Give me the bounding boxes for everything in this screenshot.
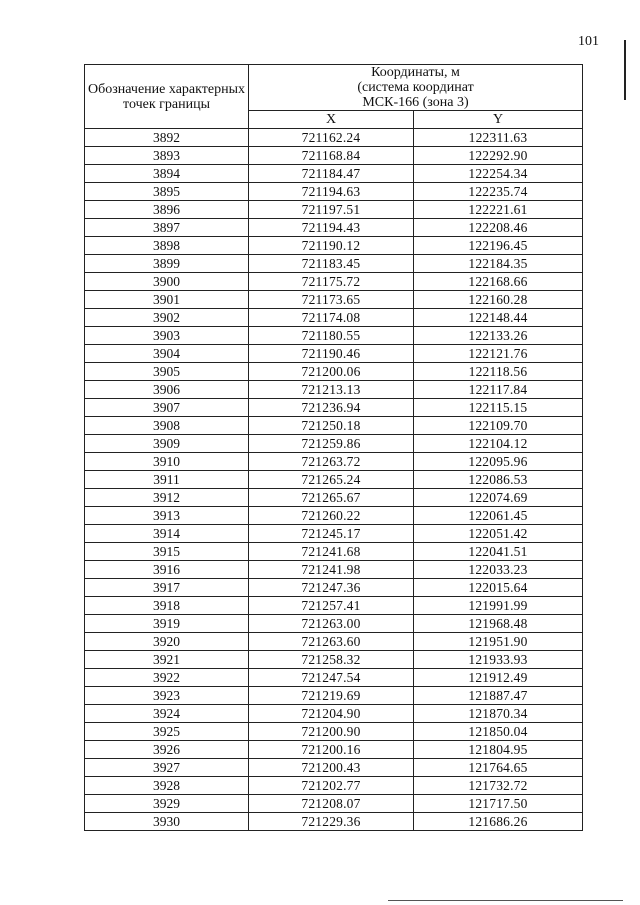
- cell-point: 3910: [85, 453, 249, 471]
- bottom-rule: [388, 900, 623, 901]
- coordinates-table: [84, 64, 583, 831]
- table-row: [85, 471, 583, 489]
- cell-x: 721219.69: [249, 687, 414, 705]
- table-row: [85, 165, 583, 183]
- cell-x: 721183.45: [249, 255, 414, 273]
- cell-x: 721194.63: [249, 183, 414, 201]
- cell-x: 721208.07: [249, 795, 414, 813]
- cell-point: 3897: [85, 219, 249, 237]
- cell-x: 721200.16: [249, 741, 414, 759]
- table-row: [85, 237, 583, 255]
- table-row: [85, 705, 583, 723]
- cell-y: 121870.34: [414, 705, 583, 723]
- table-row: [85, 381, 583, 399]
- cell-y: 122196.45: [414, 237, 583, 255]
- cell-point: 3927: [85, 759, 249, 777]
- cell-point: 3921: [85, 651, 249, 669]
- x-column-header: X: [249, 111, 414, 129]
- cell-point: 3898: [85, 237, 249, 255]
- cell-point: 3901: [85, 291, 249, 309]
- point-label-header: Обозначение характерных точек границы: [85, 65, 249, 129]
- cell-x: 721168.84: [249, 147, 414, 165]
- cell-point: 3896: [85, 201, 249, 219]
- cell-x: 721190.46: [249, 345, 414, 363]
- cell-y: 122051.42: [414, 525, 583, 543]
- coords-header: [249, 65, 583, 111]
- cell-point: 3911: [85, 471, 249, 489]
- cell-y: 121804.95: [414, 741, 583, 759]
- table-row: [85, 183, 583, 201]
- table-row: [85, 345, 583, 363]
- cell-point: 3908: [85, 417, 249, 435]
- cell-point: 3919: [85, 615, 249, 633]
- coords-header-line3: МСК-166 (зона 3): [362, 95, 469, 110]
- table-row: [85, 309, 583, 327]
- cell-x: 721194.43: [249, 219, 414, 237]
- table-row: [85, 147, 583, 165]
- cell-x: 721263.72: [249, 453, 414, 471]
- cell-y: 122208.46: [414, 219, 583, 237]
- cell-y: 122168.66: [414, 273, 583, 291]
- page-number: 101: [578, 34, 599, 49]
- cell-y: 122074.69: [414, 489, 583, 507]
- cell-y: 122015.64: [414, 579, 583, 597]
- cell-y: 122311.63: [414, 129, 583, 147]
- cell-point: 3914: [85, 525, 249, 543]
- cell-x: 721263.60: [249, 633, 414, 651]
- cell-point: 3925: [85, 723, 249, 741]
- cell-x: 721229.36: [249, 813, 414, 831]
- cell-x: 721245.17: [249, 525, 414, 543]
- table-row: [85, 273, 583, 291]
- cell-y: 121732.72: [414, 777, 583, 795]
- table-body: [85, 129, 583, 831]
- table-row: [85, 435, 583, 453]
- table-row: [85, 129, 583, 147]
- table-row: [85, 741, 583, 759]
- y-column-header: Y: [414, 111, 583, 129]
- cell-y: 122061.45: [414, 507, 583, 525]
- cell-y: 121968.48: [414, 615, 583, 633]
- cell-x: 721200.90: [249, 723, 414, 741]
- cell-point: 3917: [85, 579, 249, 597]
- cell-x: 721247.36: [249, 579, 414, 597]
- cell-y: 121887.47: [414, 687, 583, 705]
- cell-y: 122041.51: [414, 543, 583, 561]
- cell-x: 721162.24: [249, 129, 414, 147]
- cell-point: 3902: [85, 309, 249, 327]
- cell-y: 122117.84: [414, 381, 583, 399]
- cell-y: 122118.56: [414, 363, 583, 381]
- cell-x: 721250.18: [249, 417, 414, 435]
- cell-y: 121850.04: [414, 723, 583, 741]
- cell-y: 122095.96: [414, 453, 583, 471]
- cell-point: 3913: [85, 507, 249, 525]
- table-row: [85, 723, 583, 741]
- cell-x: 721174.08: [249, 309, 414, 327]
- cell-point: 3899: [85, 255, 249, 273]
- cell-point: 3928: [85, 777, 249, 795]
- cell-y: 121933.93: [414, 651, 583, 669]
- cell-point: 3895: [85, 183, 249, 201]
- table-row: [85, 399, 583, 417]
- cell-point: 3924: [85, 705, 249, 723]
- table-row: [85, 417, 583, 435]
- cell-y: 121686.26: [414, 813, 583, 831]
- cell-x: 721257.41: [249, 597, 414, 615]
- cell-y: 122115.15: [414, 399, 583, 417]
- cell-y: 121764.65: [414, 759, 583, 777]
- cell-y: 122292.90: [414, 147, 583, 165]
- cell-y: 122254.34: [414, 165, 583, 183]
- cell-x: 721241.68: [249, 543, 414, 561]
- cell-y: 122033.23: [414, 561, 583, 579]
- table-row: [85, 543, 583, 561]
- cell-point: 3907: [85, 399, 249, 417]
- cell-y: 122086.53: [414, 471, 583, 489]
- table-row: [85, 561, 583, 579]
- cell-point: 3903: [85, 327, 249, 345]
- cell-point: 3904: [85, 345, 249, 363]
- cell-point: 3918: [85, 597, 249, 615]
- cell-x: 721190.12: [249, 237, 414, 255]
- table-row: [85, 201, 583, 219]
- table-row: [85, 813, 583, 831]
- cell-x: 721247.54: [249, 669, 414, 687]
- table-row: [85, 489, 583, 507]
- cell-x: 721265.24: [249, 471, 414, 489]
- cell-point: 3926: [85, 741, 249, 759]
- page-edge-line: [624, 40, 626, 100]
- cell-point: 3916: [85, 561, 249, 579]
- table-row: [85, 687, 583, 705]
- cell-x: 721259.86: [249, 435, 414, 453]
- cell-point: 3900: [85, 273, 249, 291]
- cell-point: 3893: [85, 147, 249, 165]
- cell-point: 3894: [85, 165, 249, 183]
- cell-x: 721263.00: [249, 615, 414, 633]
- cell-y: 122184.35: [414, 255, 583, 273]
- cell-x: 721260.22: [249, 507, 414, 525]
- table-row: [85, 219, 583, 237]
- cell-point: 3892: [85, 129, 249, 147]
- cell-x: 721265.67: [249, 489, 414, 507]
- table-row: [85, 525, 583, 543]
- cell-point: 3923: [85, 687, 249, 705]
- cell-x: 721197.51: [249, 201, 414, 219]
- cell-point: 3912: [85, 489, 249, 507]
- cell-x: 721202.77: [249, 777, 414, 795]
- table-row: [85, 507, 583, 525]
- cell-point: 3909: [85, 435, 249, 453]
- cell-y: 122133.26: [414, 327, 583, 345]
- table-row: [85, 777, 583, 795]
- cell-y: 122104.12: [414, 435, 583, 453]
- cell-x: 721200.43: [249, 759, 414, 777]
- cell-point: 3906: [85, 381, 249, 399]
- table-row: [85, 615, 583, 633]
- cell-x: 721241.98: [249, 561, 414, 579]
- cell-x: 721213.13: [249, 381, 414, 399]
- cell-y: 122148.44: [414, 309, 583, 327]
- table-row: [85, 633, 583, 651]
- cell-y: 122160.28: [414, 291, 583, 309]
- cell-x: 721175.72: [249, 273, 414, 291]
- cell-x: 721173.65: [249, 291, 414, 309]
- cell-x: 721184.47: [249, 165, 414, 183]
- table-row: [85, 453, 583, 471]
- cell-y: 121951.90: [414, 633, 583, 651]
- cell-point: 3922: [85, 669, 249, 687]
- table-row: [85, 579, 583, 597]
- table-row: [85, 669, 583, 687]
- table-row: [85, 651, 583, 669]
- table-row: [85, 327, 583, 345]
- cell-x: 721258.32: [249, 651, 414, 669]
- coords-header-line2: (система координат: [357, 80, 474, 95]
- cell-point: 3930: [85, 813, 249, 831]
- cell-y: 121717.50: [414, 795, 583, 813]
- cell-y: 121991.99: [414, 597, 583, 615]
- cell-y: 121912.49: [414, 669, 583, 687]
- cell-y: 122235.74: [414, 183, 583, 201]
- cell-y: 122109.70: [414, 417, 583, 435]
- table-row: [85, 759, 583, 777]
- cell-point: 3920: [85, 633, 249, 651]
- cell-x: 721204.90: [249, 705, 414, 723]
- cell-point: 3905: [85, 363, 249, 381]
- cell-y: 122221.61: [414, 201, 583, 219]
- table-row: [85, 363, 583, 381]
- cell-point: 3929: [85, 795, 249, 813]
- cell-y: 122121.76: [414, 345, 583, 363]
- table-row: [85, 255, 583, 273]
- cell-x: 721236.94: [249, 399, 414, 417]
- cell-x: 721200.06: [249, 363, 414, 381]
- cell-x: 721180.55: [249, 327, 414, 345]
- table-row: [85, 597, 583, 615]
- table-row: [85, 795, 583, 813]
- coords-header-line1: Координаты, м: [371, 65, 460, 80]
- table-row: [85, 291, 583, 309]
- cell-point: 3915: [85, 543, 249, 561]
